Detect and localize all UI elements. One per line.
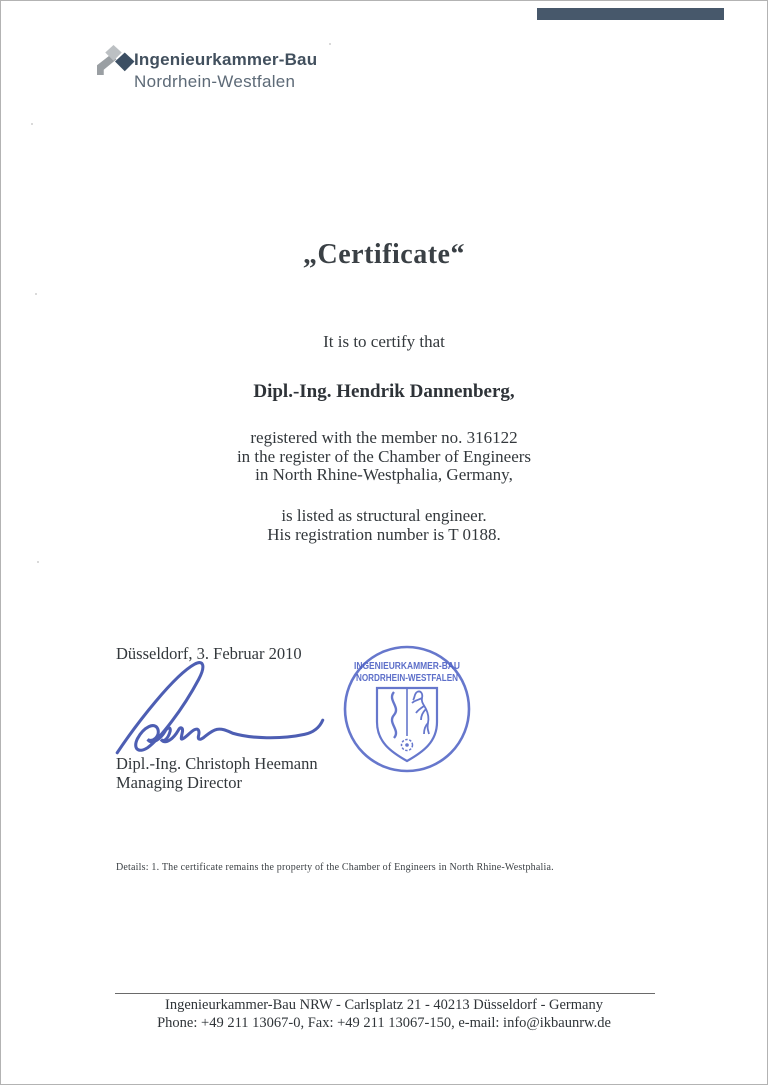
body-line-5: His registration number is T 0188. bbox=[267, 524, 501, 544]
logo-text-block bbox=[134, 49, 317, 93]
certificate-title: „Certificate“ bbox=[303, 239, 465, 270]
scan-speck bbox=[329, 43, 331, 45]
body-line-4: is listed as structural engineer. bbox=[281, 506, 487, 525]
logo-title: Ingenieurkammer-Bau bbox=[134, 50, 318, 69]
signatory-name: Dipl.-Ing. Christoph Heemann bbox=[116, 754, 318, 773]
scan-speck bbox=[35, 293, 37, 295]
member-name: Dipl.-Ing. Hendrik Dannenberg, bbox=[253, 381, 515, 402]
place-date: Düsseldorf, 3. Februar 2010 bbox=[116, 644, 302, 663]
footer-address: Ingenieurkammer-Bau NRW - Carlsplatz 21 - 40213 Düsseldorf - Germany bbox=[165, 997, 603, 1013]
scan-artifact-bar bbox=[537, 8, 724, 20]
listing-paragraph bbox=[1, 507, 767, 544]
stamp-line-2: NORDRHEIN-WESTFALEN bbox=[356, 673, 458, 684]
signature-image bbox=[105, 659, 339, 761]
logo-subtitle: Nordrhein-Westfalen bbox=[134, 72, 296, 91]
footer-divider bbox=[115, 993, 655, 994]
stamp-line-1: INGENIEURKAMMER-BAU bbox=[354, 661, 460, 672]
footer-contact: Phone: +49 211 13067-0, Fax: +49 211 13067-150, e-mail: info@ikbaunrw.de bbox=[157, 1014, 611, 1031]
stamp-seal bbox=[340, 642, 474, 776]
intro-text: It is to certify that bbox=[323, 332, 445, 351]
footer-block bbox=[1, 997, 767, 1032]
coat-of-arms-icon bbox=[377, 688, 437, 761]
signatory-block bbox=[116, 755, 318, 792]
body-line-2: in the register of the Chamber of Engineers bbox=[236, 446, 532, 466]
signatory-title: Managing Director bbox=[116, 772, 242, 792]
scan-speck bbox=[37, 561, 39, 563]
body-line-1: registered with the member no. 316122 bbox=[250, 428, 518, 447]
details-note: Details: 1. The certificate remains the property of the Chamber of Engineers in North Rhine-Westphalia. bbox=[116, 862, 554, 873]
registration-paragraph bbox=[1, 429, 767, 485]
body-line-3: in North Rhine-Westphalia, Germany, bbox=[255, 465, 513, 484]
scan-speck bbox=[31, 123, 33, 125]
ingenieurkammer-logo-icon bbox=[94, 39, 136, 81]
